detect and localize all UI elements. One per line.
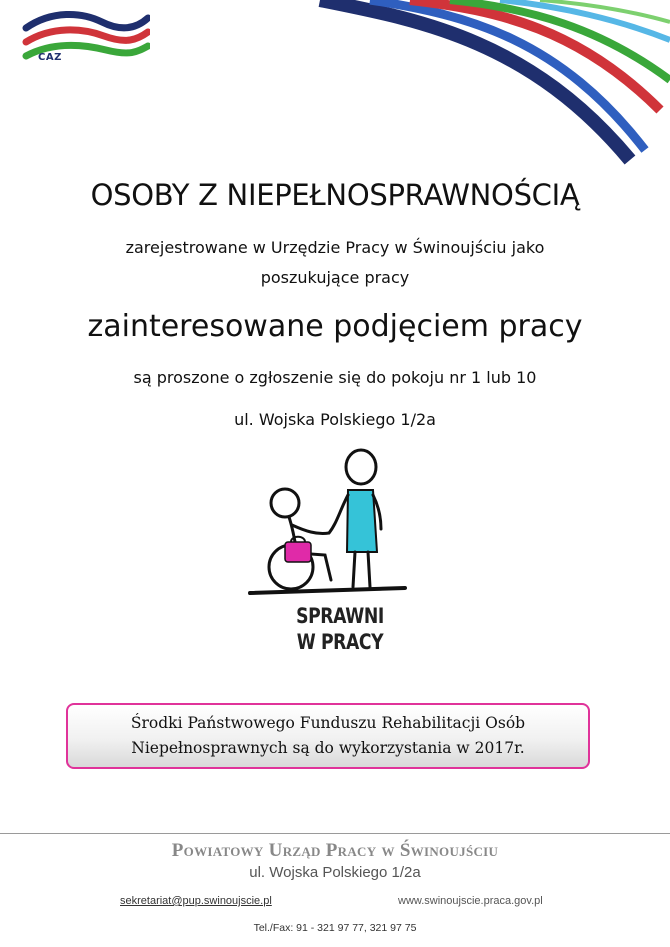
logo-text: CAZ bbox=[38, 52, 62, 63]
instruction-text: są proszone o zgłoszenie się do pokoju nr 1 lub 10 bbox=[133, 368, 537, 387]
footer-website[interactable]: www.swinoujscie.praca.gov.pl bbox=[398, 895, 543, 907]
footer-email-link[interactable]: sekretariat@pup.swinoujscie.pl bbox=[120, 895, 272, 907]
notice-line-2: Niepełnosprawnych są do wykorzystania w 2017r. bbox=[131, 739, 525, 757]
wheelchair-and-person-illustration bbox=[245, 445, 425, 605]
campaign-logo-text bbox=[291, 603, 389, 655]
subtitle-line-1: zarejestrowane w Urzędzie Pracy w Świnoujściu jako bbox=[125, 238, 545, 257]
footer-address: ul. Wojska Polskiego 1/2a bbox=[249, 864, 421, 881]
page-title: OSOBY Z NIEPEŁNOSPRAWNOŚCIĄ bbox=[90, 178, 580, 212]
footer-divider bbox=[0, 833, 670, 834]
campaign-line-2: W PRACY bbox=[296, 630, 384, 654]
notice-line-1: Środki Państwowego Funduszu Rehabilitacji Osób bbox=[130, 714, 526, 732]
decorative-swoosh bbox=[300, 0, 670, 170]
funding-notice-box bbox=[66, 703, 590, 769]
subtitle-line-2: poszukujące pracy bbox=[260, 268, 410, 287]
caz-logo bbox=[22, 6, 150, 76]
footer-phone: Tel./Fax: 91 - 321 97 77, 321 97 75 bbox=[253, 922, 417, 934]
campaign-line-1: SPRAWNI bbox=[296, 604, 384, 628]
headline: zainteresowane podjęciem pracy bbox=[87, 309, 583, 344]
address-text: ul. Wojska Polskiego 1/2a bbox=[234, 410, 436, 429]
footer-organization: Powiatowy Urząd Pracy w Świnoujściu bbox=[171, 840, 499, 861]
